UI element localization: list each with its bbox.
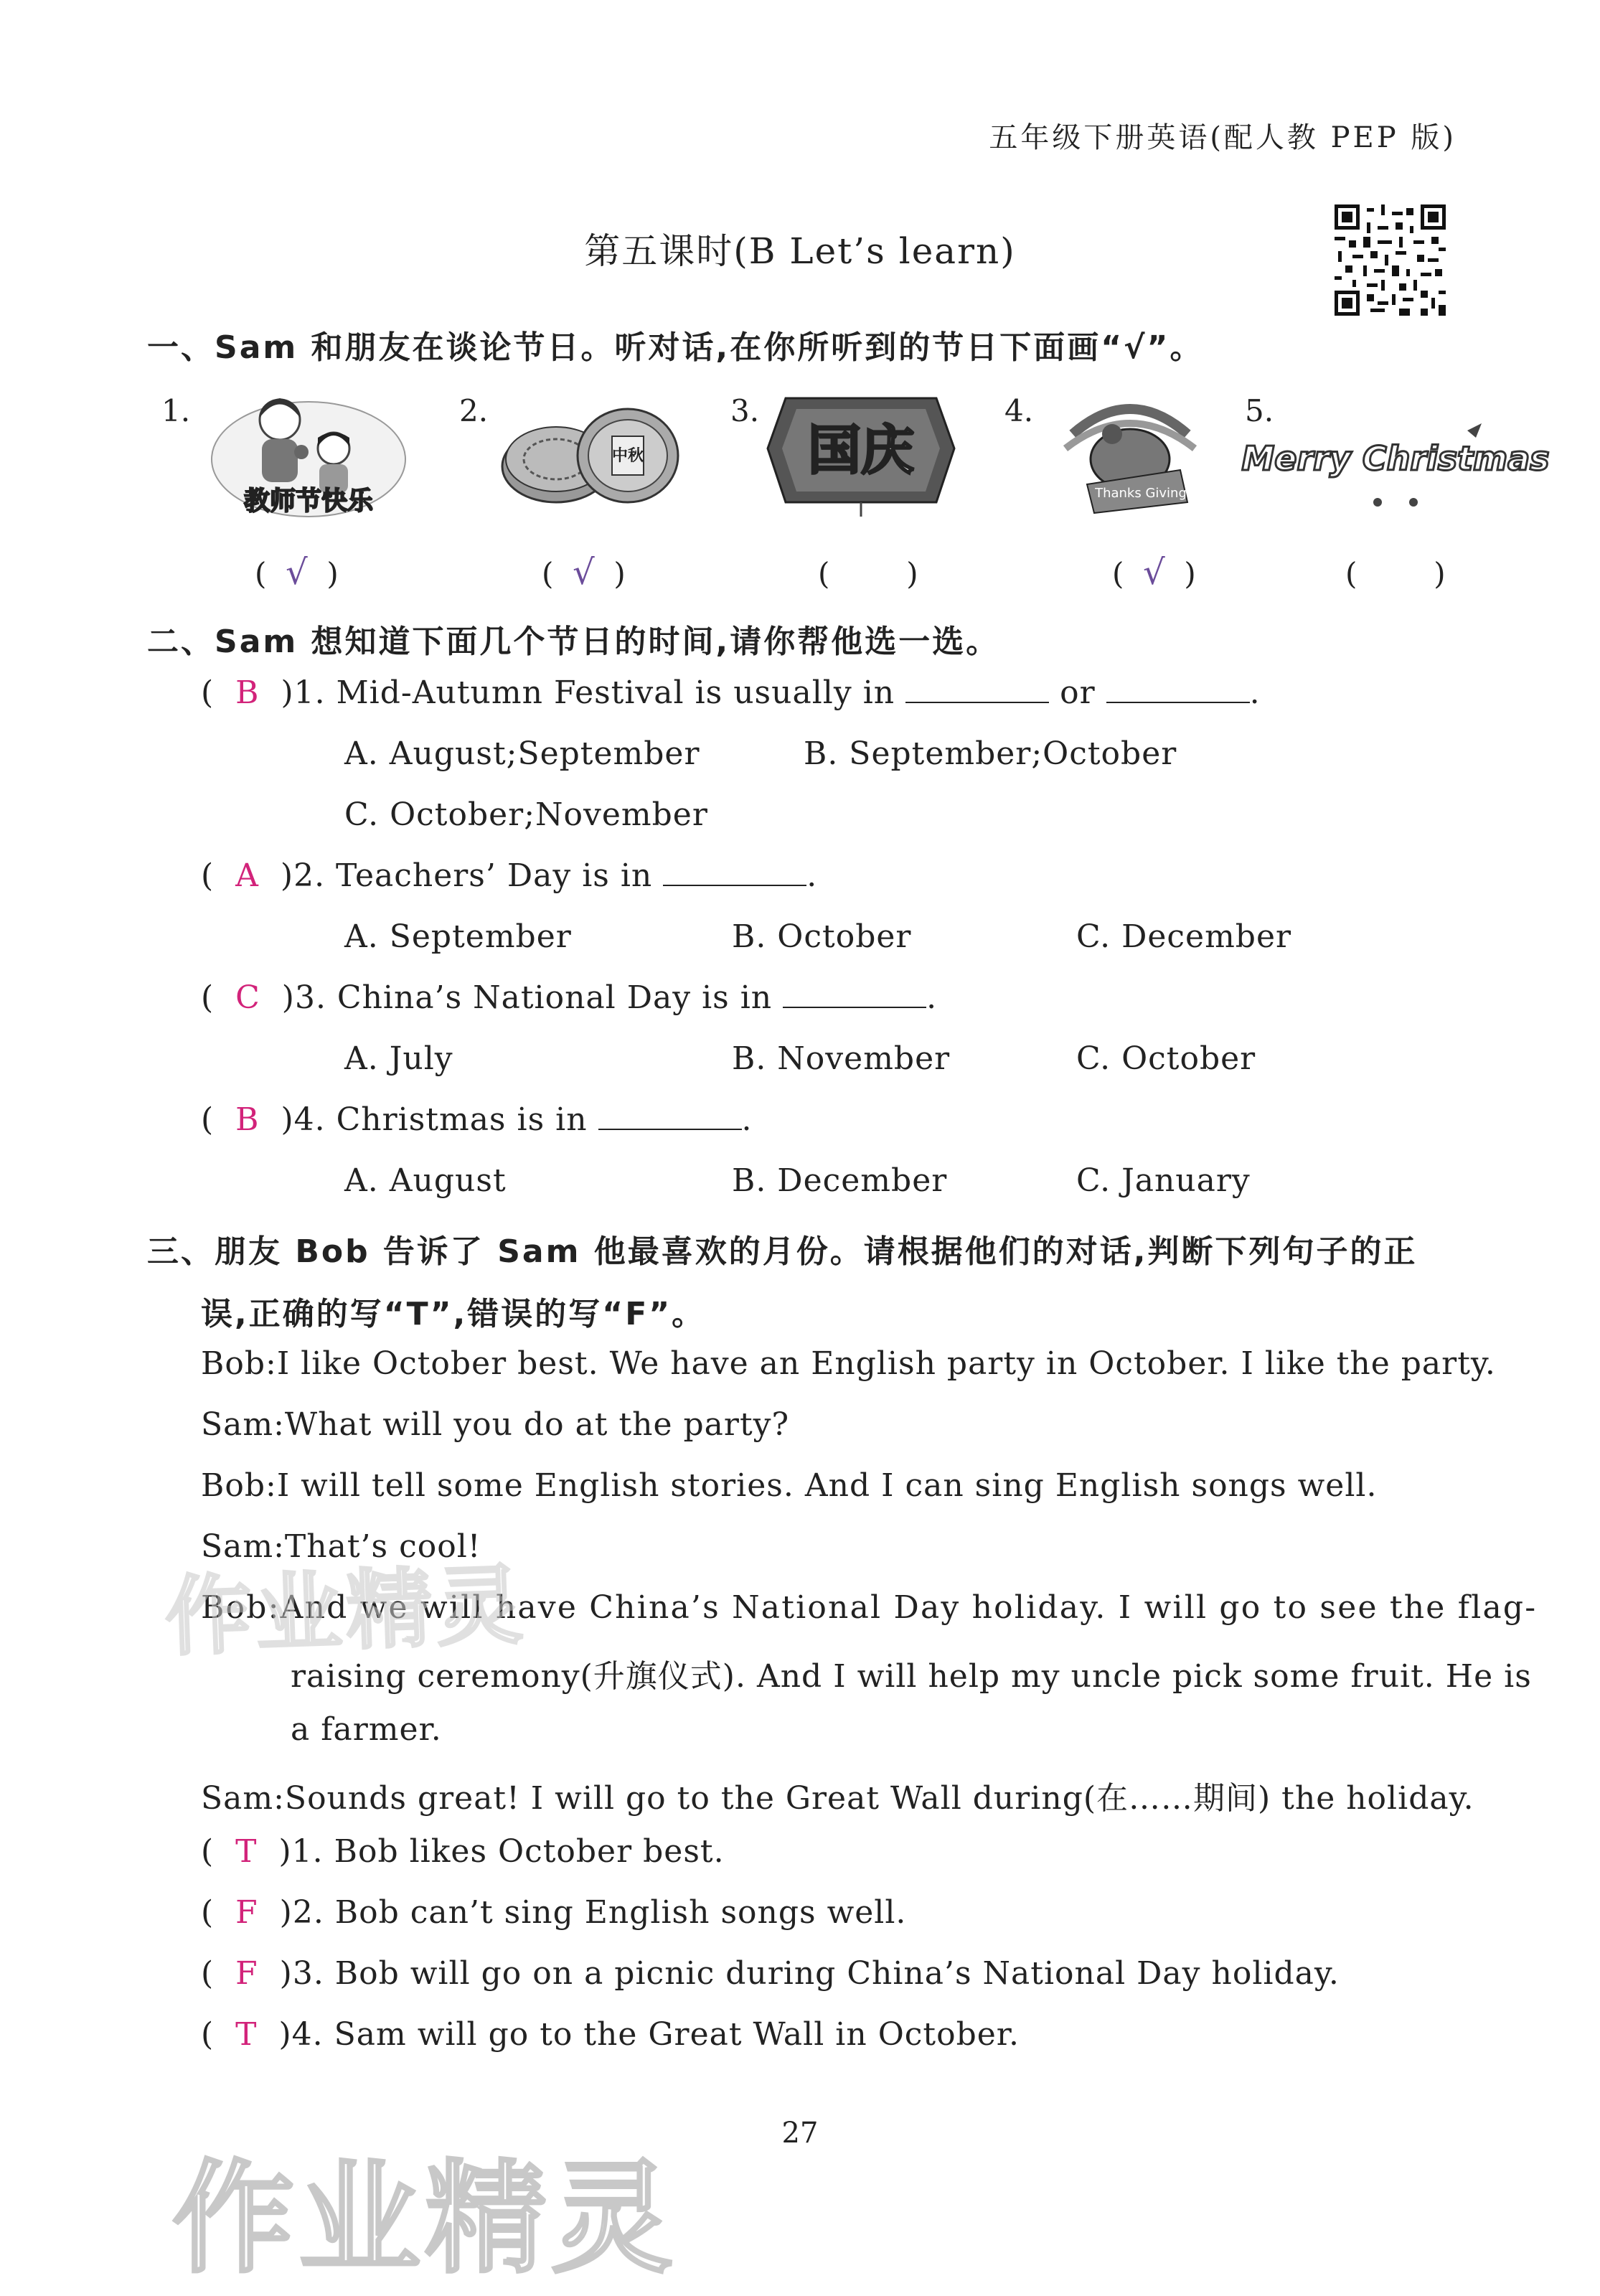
judgment-text: )4. Sam will go to the Great Wall in October. (278, 2016, 1020, 2053)
s2-q1-text: )1. Mid-Autumn Festival is usually in (281, 674, 906, 711)
judgment-answer-1[interactable]: T (235, 1833, 258, 1870)
dialogue-line: Bob:And we will have China’s National Day holiday. I will go to see the flag- (201, 1589, 1538, 1626)
judgment-answer-2[interactable]: F (235, 1894, 258, 1931)
judgment-answer-3[interactable]: F (235, 1955, 258, 1992)
book-header: 五年级下册英语(配人教 PEP 版) (989, 121, 1457, 154)
mooncake-icon (495, 402, 689, 517)
item-5-number: 5. (1245, 393, 1274, 428)
judgment-3: ( F )3. Bob will go on a picnic during China’s National Day holiday. (201, 1955, 1340, 1992)
answer-paren-3[interactable]: ( ) (818, 556, 918, 591)
option: B. November (732, 1040, 951, 1077)
judgment-4: ( T )4. Sam will go to the Great Wall in October. (201, 2016, 1020, 2053)
national-day-text: 国庆 (808, 420, 914, 481)
option: A. August (344, 1162, 507, 1199)
s2-q1-mid: or (1049, 674, 1106, 711)
dialogue-line: Sam:What will you do at the party? (201, 1406, 790, 1443)
s2-q4-end: . (741, 1101, 753, 1138)
christmas-icon (1241, 402, 1550, 524)
s2-answer-3[interactable]: C (235, 979, 260, 1016)
national-day-icon (757, 384, 965, 520)
s2-q2-text: )2. Teachers’ Day is in (280, 857, 664, 894)
option: B. December (732, 1162, 948, 1199)
blank[interactable] (1106, 677, 1250, 703)
s2-answer-4[interactable]: B (235, 1101, 260, 1138)
dialogue-line: a farmer. (291, 1711, 442, 1748)
lesson-title: 第五课时(B Let’s learn) (584, 230, 1016, 272)
thanksgiving-icon (1044, 391, 1216, 520)
s2-q2-end: . (806, 857, 818, 894)
qr-code-icon[interactable] (1335, 204, 1446, 316)
s2-question-2: ( A )2. Teachers’ Day is in . (201, 857, 818, 894)
thanksgiving-text: Thanks Giving (1095, 486, 1187, 501)
option: A. August;September (344, 735, 700, 772)
s2-question-3: ( C )3. China’s National Day is in . (201, 979, 938, 1016)
option: B. September;October (804, 735, 1177, 772)
section-3-heading: 三、朋友 Bob 告诉了 Sam 他最喜欢的月份。请根据他们的对话,判断下列句子的正 (147, 1233, 1418, 1270)
option: C. January (1076, 1162, 1251, 1199)
s2-question-1: ( B )1. Mid-Autumn Festival is usually in or . (201, 674, 1261, 711)
teachers-day-icon (201, 380, 416, 524)
page-number: 27 (781, 2117, 819, 2150)
dialogue-line: Sam:That’s cool! (201, 1528, 481, 1565)
judgment-1: ( T )1. Bob likes October best. (201, 1833, 725, 1870)
item-4-number: 4. (1004, 393, 1034, 428)
option: A. July (344, 1040, 453, 1077)
judgment-2: ( F )2. Bob can’t sing English songs well. (201, 1894, 907, 1931)
answer-paren-5[interactable]: ( ) (1345, 556, 1446, 591)
item-3-number: 3. (730, 393, 760, 428)
judgment-answer-4[interactable]: T (235, 2016, 258, 2053)
s2-q4-text: )4. Christmas is in (281, 1101, 598, 1138)
judgment-text: )3. Bob will go on a picnic during China’s National Day holiday. (279, 1955, 1340, 1992)
answer-1: √ (286, 552, 308, 593)
item-1-number: 1. (161, 393, 191, 428)
judgment-text: )1. Bob likes October best. (278, 1833, 725, 1870)
dialogue-line: Bob:I like October best. We have an English party in October. I like the party. (201, 1345, 1496, 1382)
option: C. December (1076, 918, 1292, 955)
watermark-logo-bottom: 作业精灵 (172, 2148, 678, 2290)
answer-paren-1[interactable]: ( √ ) (255, 552, 339, 593)
option: C. October (1076, 1040, 1256, 1077)
blank[interactable] (905, 677, 1049, 703)
section-1-heading: 一、Sam 和朋友在谈论节日。听对话,在你所听到的节日下面画“√”。 (147, 329, 1204, 366)
s2-q3-text: )3. China’s National Day is in (281, 979, 783, 1016)
s2-question-4: ( B )4. Christmas is in . (201, 1101, 753, 1138)
answer-paren-2[interactable]: ( √ ) (542, 552, 626, 593)
option: A. September (344, 918, 572, 955)
answer-4: √ (1143, 552, 1165, 593)
answer-2: √ (573, 552, 595, 593)
s2-q3-end: . (926, 979, 938, 1016)
christmas-text: Merry Christmas (1241, 439, 1550, 478)
s2-answer-1[interactable]: B (235, 674, 260, 711)
blank[interactable] (663, 860, 806, 886)
item-2-number: 2. (459, 393, 489, 428)
option: B. October (732, 918, 912, 955)
judgment-text: )2. Bob can’t sing English songs well. (279, 1894, 907, 1931)
teachers-day-text: 教师节快乐 (243, 486, 374, 516)
answer-paren-4[interactable]: ( √ ) (1112, 552, 1196, 593)
s2-answer-2[interactable]: A (235, 857, 259, 894)
section-2-heading: 二、Sam 想知道下面几个节日的时间,请你帮他选一选。 (147, 624, 1000, 660)
dialogue-line: raising ceremony(升旗仪式). And I will help my uncle pick some fruit. He is (291, 1658, 1532, 1695)
watermark-logo: 作业精灵 (164, 1556, 529, 1668)
blank[interactable] (783, 982, 926, 1008)
option: C. October;November (344, 796, 708, 833)
dialogue-line: Sam:Sounds great! I will go to the Great Wall during(在……期间) the holiday. (201, 1780, 1474, 1817)
mooncake-text: 中秋 (611, 447, 644, 465)
dialogue-line: Bob:I will tell some English stories. And I can sing English songs well. (201, 1467, 1378, 1504)
section-3-heading-line2: 误,正确的写“T”,错误的写“F”。 (201, 1296, 706, 1332)
blank[interactable] (598, 1104, 742, 1130)
s2-q1-end: . (1249, 674, 1261, 711)
